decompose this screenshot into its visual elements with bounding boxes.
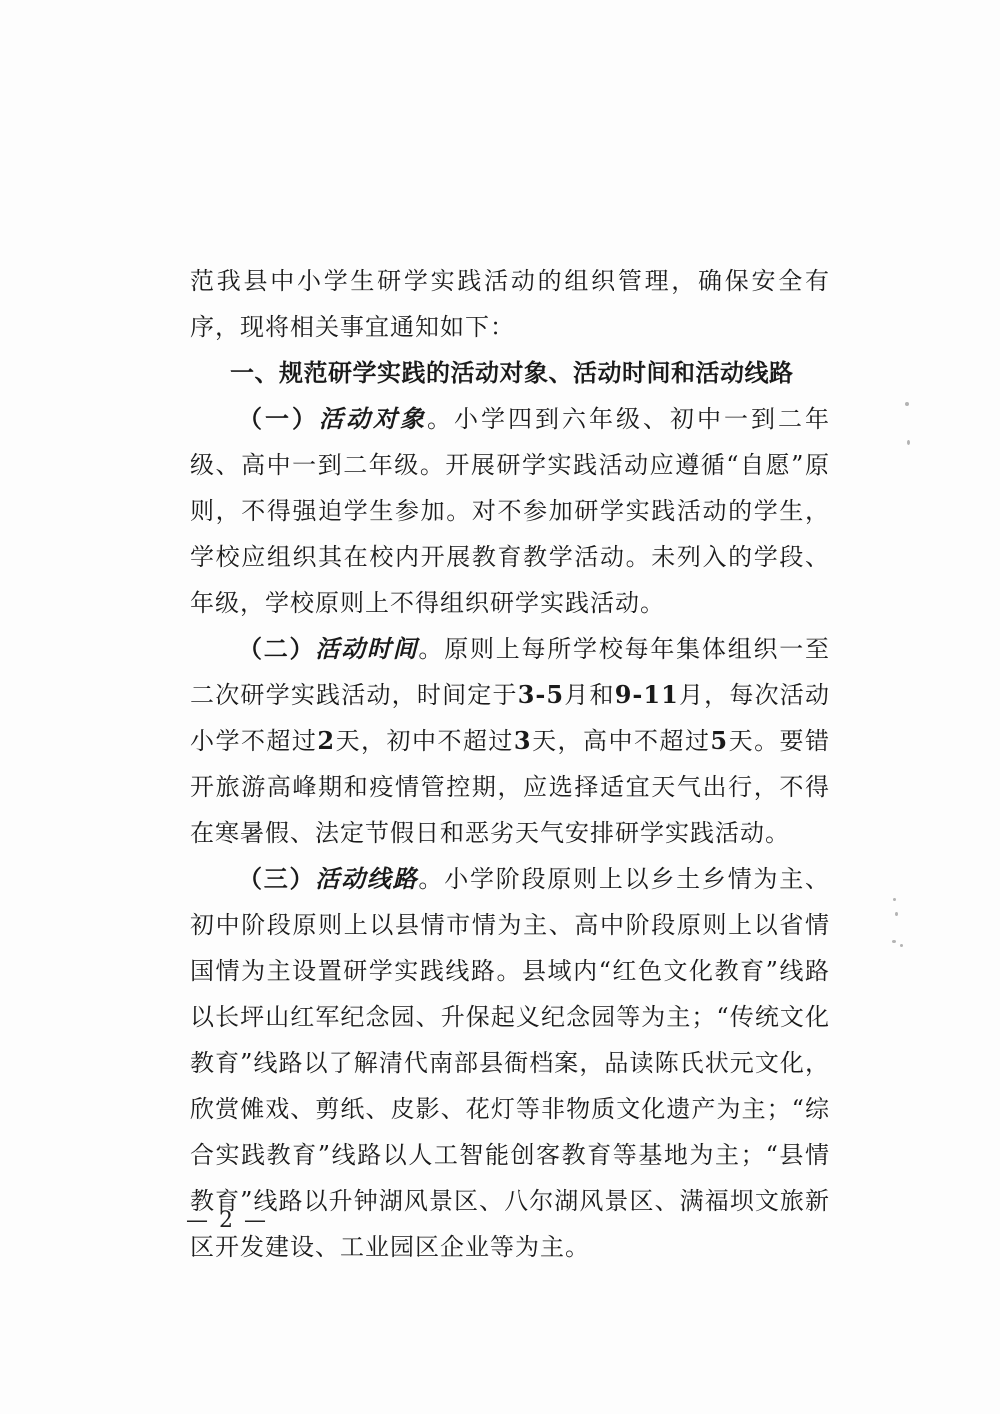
days-senior: 5 [710,726,729,755]
subsection-body-2b: 月和 [564,681,615,709]
subsection-body-2a: 。原则上每所学校每年集体组织一至二次研学实践活动，时间定于 [190,635,831,709]
document-body [190,258,830,1270]
subsection-body-2c: 月，每次活动小学不超过 [190,681,831,755]
subsection-number-2: （二） [238,634,316,663]
subsection-title-1: 活动对象 [319,404,427,433]
subsection-body-3: 。小学阶段原则上以乡土乡情为主、初中阶段原则上以县情市情为主、高中阶段原则上以省情国情为主设置研学实践线路。县域内“红色文化教育”线路以长坪山红军纪念园、升保起义纪念园等为主；“传统文化教育”线路以了解清代南部县衙档案，品读陈氏状元文化，欣赏傩戏、剪纸、皮影、花灯等非物质文化遗产为主；“综合实践教育”线路以人工智能创客教育等基地为主；“县情教育”线路以升钟湖风景区、八尔湖风景区、满福坝文旅新区开发建设、工业园区企业等为主。 [190,865,831,1261]
subsection-body-2f: 天。要错开旅游高峰期和疫情管控期，应选择适宜天气出行，不得在寒暑假、法定节假日和恶劣天气安排研学实践活动。 [190,727,831,847]
scan-speck [895,912,898,916]
paragraph-activity-time [190,626,830,856]
scan-speck [905,402,909,406]
subsection-number-3: （三） [238,864,316,893]
intro-paragraph: 范我县中小学生研学实践活动的组织管理，确保安全有序，现将相关事宜通知如下： [190,267,830,341]
paragraph-activity-targets [190,396,830,626]
month-range-1: 3-5 [517,680,565,709]
scan-speck [900,944,903,947]
subsection-title-2: 活动时间 [315,634,419,663]
scan-speck [892,940,896,943]
scan-speck [907,440,910,445]
subsection-body-2e: 天，高中不超过 [531,727,711,755]
scan-speck [893,898,896,901]
subsection-body-2d: 天，初中不超过 [335,727,514,755]
page-number: — 2 — [186,1208,268,1233]
subsection-title-3: 活动线路 [315,864,419,893]
days-primary: 2 [317,726,336,755]
section-heading-1: 一、规范研学实践的活动对象、活动时间和活动线路 [230,359,794,387]
days-junior: 3 [513,726,532,755]
subsection-body-1: 。小学四到六年级、初中一到二年级、高中一到二年级。开展研学实践活动应遵循“自愿”原则，不得强迫学生参加。对不参加研学实践活动的学生，学校应组织其在校内开展教育教学活动。未列入的学段、年级，学校原则上不得组织研学实践活动。 [190,405,830,617]
subsection-number-1: （一） [238,404,319,433]
paragraph-activity-routes [190,856,830,1270]
month-range-2: 9-11 [614,680,679,709]
